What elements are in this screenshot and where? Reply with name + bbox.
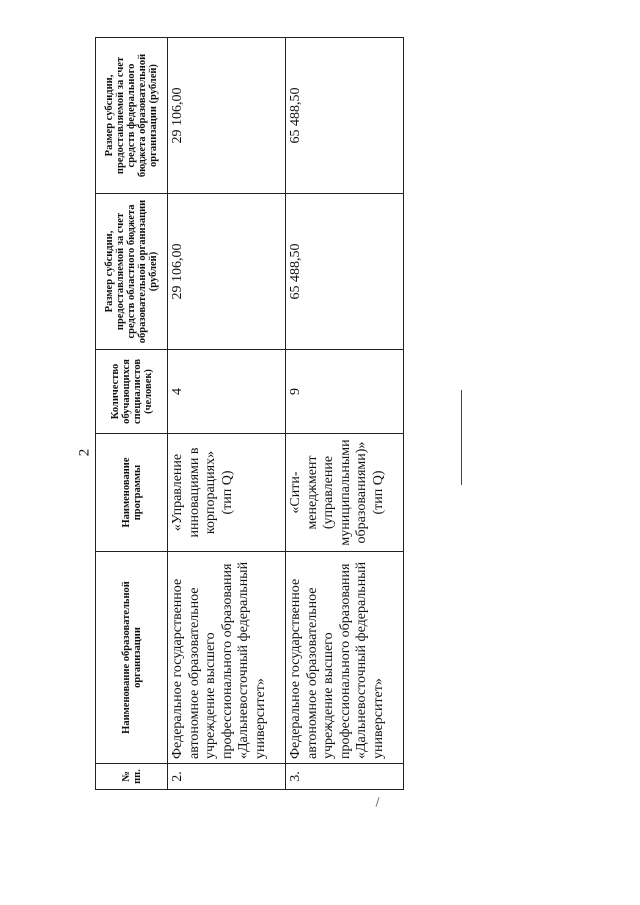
program-name: «Управление инновациями в корпорациях» (тип Q) [168, 434, 286, 552]
header-program: Наименование программы [96, 434, 168, 552]
rotated-table-wrapper [95, 38, 403, 790]
subsidy-table [95, 37, 404, 790]
regional-subsidy: 65 488,50 [286, 194, 404, 350]
row-number: 3. [286, 764, 404, 790]
regional-subsidy: 29 106,00 [168, 194, 286, 350]
subsidy-table-container [95, 38, 403, 790]
header-count: Количество обучающихся специалистов (человек) [96, 350, 168, 434]
table-row [286, 38, 404, 790]
header-num: № пп. [96, 764, 168, 790]
header-regional-subsidy: Размер субсидии, предоставляемой за счет средств областного бюджета образовательной организации (рублей) [96, 194, 168, 350]
stray-pen-mark [375, 797, 379, 807]
federal-subsidy: 29 106,00 [168, 38, 286, 194]
student-count: 9 [286, 350, 404, 434]
organization-name: Федеральное государственное автономное образовательное учреждение высшего профессионального образования «Дальневосточный федеральный университет» [168, 552, 286, 764]
row-number: 2. [168, 764, 286, 790]
signature-line [461, 390, 462, 485]
page-number: 2 [76, 448, 93, 457]
program-name: «Сити-менеджмент (управление муниципальными образованиями)» (тип Q) [286, 434, 404, 552]
header-federal-subsidy: Размер субсидии, предоставляемой за счет средств федерального бюджета образовательной организации (рублей) [96, 38, 168, 194]
organization-name: Федеральное государственное автономное образовательное учреждение высшего профессионального образования «Дальневосточный федеральный университет» [286, 552, 404, 764]
federal-subsidy: 65 488,50 [286, 38, 404, 194]
table-header-row [96, 38, 168, 790]
table-row [168, 38, 286, 790]
student-count: 4 [168, 350, 286, 434]
header-organization: Наименование образовательной организации [96, 552, 168, 764]
